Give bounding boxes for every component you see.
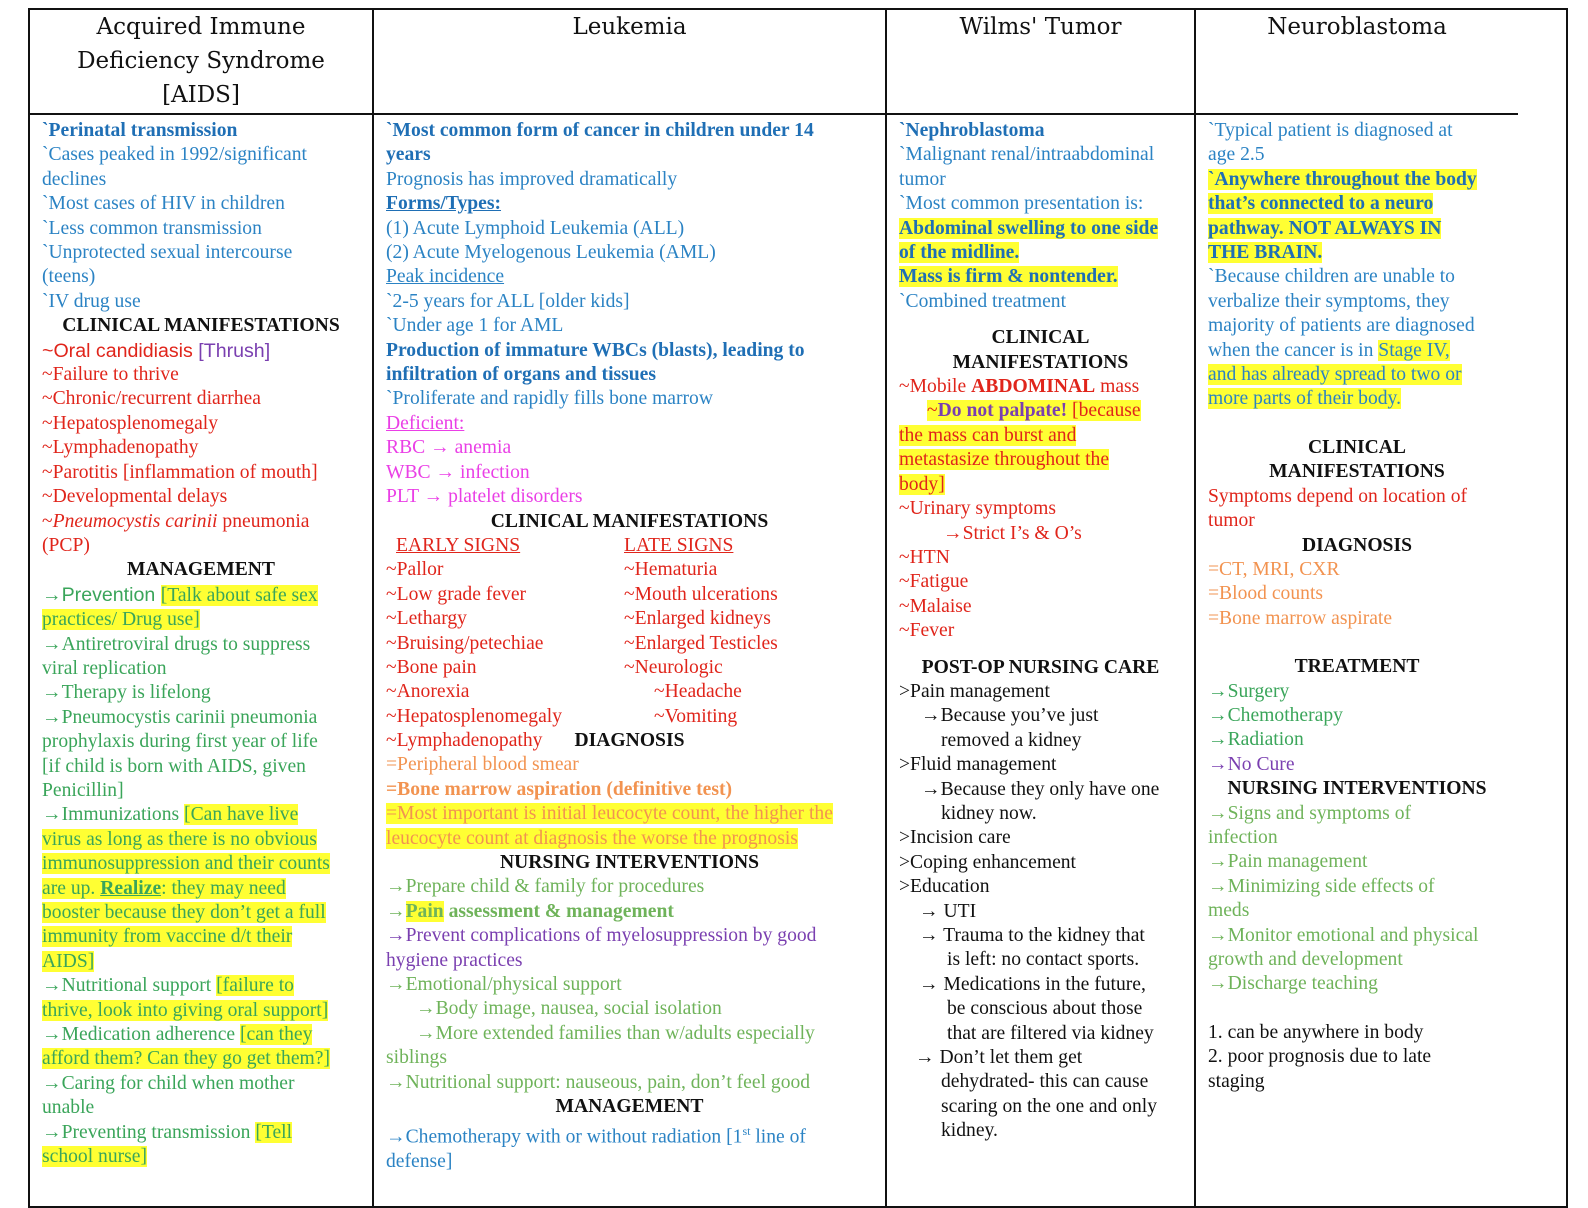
highlighted-text: the mass can burst and xyxy=(899,424,1077,446)
text-line: →Therapy is lifelong xyxy=(42,682,211,704)
spacer xyxy=(1208,997,1506,1021)
text-line: Forms/Types: xyxy=(386,193,502,215)
text-span: →Medication adherence xyxy=(42,1024,241,1046)
text-line: ~Hepatosplenomegaly xyxy=(42,412,219,434)
text-line: removed a kidney xyxy=(941,729,1082,751)
text-line xyxy=(42,608,360,632)
highlighted-text: ~ xyxy=(927,400,938,422)
list-item: ~Lymphadenopathy xyxy=(386,730,543,752)
text-span: mass xyxy=(1095,376,1140,398)
text-line: RBC → anemia xyxy=(386,437,512,459)
text-line: ~Fatigue xyxy=(899,571,969,593)
text-line: ~HTN xyxy=(899,546,950,568)
text-line xyxy=(1208,339,1506,363)
text-line xyxy=(899,473,1182,497)
list-item: ~Lethargy xyxy=(386,608,467,630)
text-span: ~Mobile xyxy=(899,376,972,398)
text-line: 1. can be anywhere in body xyxy=(1208,1021,1424,1043)
text-line: =Blood counts xyxy=(1208,583,1324,605)
list-item: ~Enlarged Testicles xyxy=(624,632,778,654)
text-line: →Radiation xyxy=(1208,729,1304,751)
text-line: →Monitor emotional and physical xyxy=(1208,924,1479,946)
text-line xyxy=(899,424,1182,448)
text-line xyxy=(386,1119,873,1150)
text-line: [if child is born with AIDS, given xyxy=(42,755,306,777)
text-line: age 2.5 xyxy=(1208,144,1265,166)
text-line: (2) Acute Myelogenous Leukemia (AML) xyxy=(386,242,716,264)
text-line: Production of immature WBCs (blasts), leading to xyxy=(386,339,805,361)
text-line: be conscious about those xyxy=(947,998,1143,1020)
text-line: →Surgery xyxy=(1208,680,1290,702)
text-line xyxy=(1208,192,1506,216)
text-line: that are filtered via kidney xyxy=(947,1022,1154,1044)
text-line xyxy=(42,877,360,901)
highlighted-text: thrive, look into giving oral support] xyxy=(42,999,329,1021)
text-line: `2-5 years for ALL [older kids] xyxy=(386,290,630,312)
highlighted-text: immunosuppression and their counts xyxy=(42,853,330,875)
header-neuro-line1: Neuroblastoma xyxy=(1267,14,1447,40)
text-line: `Most common presentation is: xyxy=(899,193,1144,215)
text-line: >Fluid management xyxy=(899,754,1057,776)
text-line: →Discharge teaching xyxy=(1208,973,1378,995)
highlighted-text: AIDS] xyxy=(42,950,95,972)
text-line: →Caring for child when mother xyxy=(42,1072,295,1094)
text-line xyxy=(899,217,1182,241)
text-line: →Strict I’s & O’s xyxy=(943,522,1082,544)
text-line xyxy=(42,510,360,534)
column-neuroblastoma xyxy=(1196,10,1518,1206)
text-line: Deficient: xyxy=(386,412,465,434)
text-line xyxy=(42,950,360,974)
text-line: >Pain management xyxy=(899,680,1050,702)
highlighted-text: THE BRAIN. xyxy=(1208,242,1323,264)
text-line xyxy=(42,1145,360,1169)
subheading-early-signs: EARLY SIGNS xyxy=(396,534,521,556)
text-line xyxy=(899,375,1182,399)
highlighted-text: of the midline. xyxy=(899,242,1020,264)
text-line: tumor xyxy=(1208,510,1255,532)
text-line: staging xyxy=(1208,1070,1265,1092)
section-heading: POST-OP NURSING CARE xyxy=(921,656,1160,678)
text-line: →Because they only have one xyxy=(921,778,1160,800)
text-line: `Under age 1 for AML xyxy=(386,315,564,337)
text-line: →Pain management xyxy=(1208,851,1368,873)
text-span: No Cure xyxy=(1227,753,1295,775)
text-line: verbalize their symptoms, they xyxy=(1208,290,1450,312)
column-wilms xyxy=(887,10,1196,1206)
text-line: `Perinatal transmission xyxy=(42,120,238,141)
text-span: [Thrush] xyxy=(198,339,271,362)
text-line: ~Urinary symptoms xyxy=(899,498,1056,520)
section-heading: CLINICAL MANIFESTATIONS xyxy=(490,510,769,532)
list-item: ~Anorexia xyxy=(386,681,470,703)
header-aids-line3: [AIDS] xyxy=(162,82,240,108)
highlighted-text: virus as long as there is no obvious xyxy=(42,828,317,850)
text-line xyxy=(42,339,360,363)
text-line: prophylaxis during first year of life xyxy=(42,731,318,753)
text-line xyxy=(42,901,360,925)
list-item: ~Headache xyxy=(654,681,742,703)
body-leukemia xyxy=(374,115,885,1175)
text-line xyxy=(42,828,360,852)
text-line xyxy=(42,999,360,1023)
text-span: →Chemotherapy with or without radiation [1 xyxy=(386,1126,743,1148)
text-line xyxy=(899,265,1182,289)
text-line: →Chemotherapy xyxy=(1208,704,1343,726)
highlighted-text: pathway. NOT ALWAYS IN xyxy=(1208,217,1442,239)
section-heading: NURSING INTERVENTIONS xyxy=(1227,778,1487,800)
text-line: `Proliferate and rapidly fills bone marrow xyxy=(386,388,713,410)
text-span: ~ xyxy=(42,510,53,532)
list-item: ~Vomiting xyxy=(654,705,738,727)
list-item: ~Pallor xyxy=(386,559,444,581)
section-heading: CLINICAL xyxy=(1308,436,1406,458)
list-item: ~Bone pain xyxy=(386,656,477,678)
text-line: ~Chronic/recurrent diarrhea xyxy=(42,388,261,410)
highlighted-text: that’s connected to a neuro xyxy=(1208,193,1434,215)
header-neuroblastoma xyxy=(1196,10,1518,115)
text-line: →Because you’ve just xyxy=(921,705,1099,727)
text-span: pneumonia xyxy=(217,510,310,532)
highlighted-text: [failure to xyxy=(216,975,294,997)
text-line xyxy=(1208,241,1506,265)
text-line: ~Malaise xyxy=(899,595,972,617)
comparison-table xyxy=(28,8,1568,1208)
text-line: ~Lymphadenopathy xyxy=(42,437,199,459)
header-wilms-line1: Wilms' Tumor xyxy=(959,14,1122,40)
text-line: ~Fever xyxy=(899,620,955,642)
section-heading: TREATMENT xyxy=(1294,656,1420,678)
header-aids xyxy=(30,10,372,115)
text-line: `Cases peaked in 1992/significant xyxy=(42,144,307,166)
highlighted-text: booster because they don’t get a full xyxy=(42,902,326,923)
text-line: kidney. xyxy=(941,1120,998,1142)
text-line xyxy=(42,803,360,827)
highlighted-text: metastasize throughout the xyxy=(899,449,1110,471)
text-line: 2. poor prognosis due to late xyxy=(1208,1046,1432,1068)
text-span: Pneumocystis carinii xyxy=(52,510,218,532)
text-line xyxy=(899,241,1182,265)
superscript: st xyxy=(742,1124,751,1139)
text-line xyxy=(42,925,360,949)
section-heading: DIAGNOSIS xyxy=(574,729,685,751)
text-line: `Combined treatment xyxy=(899,290,1067,312)
highlighted-text: Pain xyxy=(405,900,444,922)
text-line: `Because children are unable to xyxy=(1208,266,1455,288)
text-line xyxy=(1208,217,1506,241)
text-line: →Signs and symptoms of xyxy=(1208,802,1412,824)
section-heading: NURSING INTERVENTIONS xyxy=(500,851,759,873)
text-line: →Pneumocystis carinii pneumonia xyxy=(42,706,318,728)
highlighted-text: `Anywhere throughout the body xyxy=(1208,168,1477,190)
section-heading: CLINICAL MANIFESTATIONS xyxy=(62,315,340,337)
highlighted-text: and has already spread to two or xyxy=(1208,364,1462,386)
highlighted-text: more parts of their body. xyxy=(1208,388,1401,410)
text-line: Prognosis has improved dramatically xyxy=(386,168,678,190)
column-aids xyxy=(30,10,374,1206)
text-line: scaring on the one and only xyxy=(941,1095,1158,1117)
section-heading: DIAGNOSIS xyxy=(1302,534,1412,556)
spacer xyxy=(899,314,1182,326)
highlighted-text: afford them? Can they go get them?] xyxy=(42,1048,331,1070)
text-line: infection xyxy=(1208,826,1278,848)
section-heading: MANAGEMENT xyxy=(555,1096,704,1117)
text-line: `Most common form of cancer in children under 14 xyxy=(386,120,814,141)
text-line: >Incision care xyxy=(899,827,1011,849)
text-line: → Trauma to the kidney that xyxy=(919,925,1145,946)
highlighted-text: [can they xyxy=(240,1024,313,1046)
early-signs-list xyxy=(386,534,626,754)
text-line: dehydrated- this can cause xyxy=(941,1071,1149,1093)
column-leukemia xyxy=(374,10,887,1206)
text-line: →Nutritional support: nauseous, pain, don’t feel good xyxy=(386,1071,811,1093)
header-aids-line1: Acquired Immune xyxy=(96,14,306,40)
text-line: =Bone marrow aspiration (definitive test) xyxy=(386,778,733,800)
text-line xyxy=(386,802,873,826)
text-line: defense] xyxy=(386,1151,453,1173)
list-item: ~Low grade fever xyxy=(386,583,527,605)
list-item: ~Bruising/petechiae xyxy=(386,632,544,654)
text-line: →Prevent complications of myelosuppression by good xyxy=(386,925,817,947)
text-line: tumor xyxy=(899,168,946,190)
text-line: >Education xyxy=(899,876,990,898)
list-item: ~Mouth ulcerations xyxy=(624,583,778,605)
highlighted-text: are up. xyxy=(42,877,101,899)
text-line: → UTI xyxy=(919,900,977,922)
text-line xyxy=(42,974,360,998)
list-item: ~Neurologic xyxy=(624,656,723,678)
body-neuroblastoma xyxy=(1196,115,1518,1094)
text-line: siblings xyxy=(386,1047,447,1069)
text-line: PLT → platelet disorders xyxy=(386,486,583,508)
text-line: →Emotional/physical support xyxy=(386,973,622,995)
text-line: hygiene practices xyxy=(386,949,523,971)
text-line: (1) Acute Lymphoid Leukemia (ALL) xyxy=(386,217,685,239)
text-span: ~Oral candidiasis xyxy=(42,339,199,362)
text-line: growth and development xyxy=(1208,949,1403,970)
highlighted-text: [Talk about safe sex xyxy=(160,584,318,606)
text-line xyxy=(386,827,873,851)
spacer xyxy=(1208,631,1506,655)
text-line: Penicillin] xyxy=(42,779,124,801)
text-span: →Preventing transmission xyxy=(42,1121,256,1143)
text-line: →Minimizing side effects of xyxy=(1208,875,1435,897)
text-line xyxy=(42,1047,360,1071)
spacer xyxy=(1208,412,1506,436)
text-line: →Body image, nausea, social isolation xyxy=(416,998,722,1020)
text-line xyxy=(899,448,1182,472)
text-line: `Unprotected sexual intercourse xyxy=(42,242,293,264)
section-heading: MANAGEMENT xyxy=(126,559,276,581)
text-line: → Don’t let them get xyxy=(915,1047,1083,1069)
text-line xyxy=(1208,363,1506,387)
text-line: meds xyxy=(1208,900,1250,922)
list-item: ~Hematuria xyxy=(624,559,718,581)
text-span: → xyxy=(386,900,406,922)
highlighted-text: =Most important is initial leucocyte count, the higher the xyxy=(386,803,833,825)
text-line: majority of patients are diagnosed xyxy=(1208,315,1475,337)
spacer xyxy=(899,644,1182,656)
text-line xyxy=(386,900,873,924)
text-line: (PCP) xyxy=(42,534,90,556)
highlighted-text: : they may need xyxy=(161,877,286,899)
text-line: declines xyxy=(42,168,107,190)
text-line: =Peripheral blood smear xyxy=(386,754,579,776)
text-line: →More extended families than w/adults especially xyxy=(416,1022,815,1044)
text-span: →Prevention xyxy=(42,583,161,606)
text-line: `Most cases of HIV in children xyxy=(42,193,285,215)
text-line: `Typical patient is diagnosed at xyxy=(1208,120,1453,141)
text-line: →Prepare child & family for procedures xyxy=(386,876,705,898)
text-line xyxy=(42,1023,360,1047)
text-line xyxy=(42,852,360,876)
text-line: ~Parotitis [inflammation of mouth] xyxy=(42,461,318,483)
text-line xyxy=(899,399,1182,423)
text-span: ABDOMINAL xyxy=(971,376,1096,398)
highlighted-text: [Tell xyxy=(255,1121,293,1143)
text-line: kidney now. xyxy=(941,802,1037,824)
highlighted-text: Do not palpate! xyxy=(937,400,1068,422)
body-aids xyxy=(30,115,372,1169)
text-line xyxy=(1208,387,1506,411)
highlighted-text: school nurse] xyxy=(42,1146,148,1168)
text-line: → Medications in the future, xyxy=(919,973,1146,995)
late-signs-list xyxy=(624,534,864,729)
text-span: when the cancer is in xyxy=(1208,339,1379,361)
text-line: years xyxy=(386,144,431,166)
text-line: =CT, MRI, CXR xyxy=(1208,558,1340,580)
subheading-late-signs: LATE SIGNS xyxy=(624,534,734,556)
text-line: ~Failure to thrive xyxy=(42,364,179,386)
text-line: WBC → infection xyxy=(386,461,530,483)
header-wilms xyxy=(887,10,1194,115)
text-line: infiltration of organs and tissues xyxy=(386,364,656,386)
highlighted-text: Stage IV, xyxy=(1378,339,1450,361)
text-line: (teens) xyxy=(42,266,96,288)
highlighted-text: leucocyte count at diagnosis the worse the prognosis xyxy=(386,827,798,849)
header-aids-line2: Deficiency Syndrome xyxy=(77,48,325,74)
section-heading: CLINICAL xyxy=(991,327,1090,349)
body-wilms xyxy=(887,115,1194,1144)
text-line: ~Developmental delays xyxy=(42,486,228,508)
text-line xyxy=(1208,753,1506,777)
list-item: ~Hepatosplenomegaly xyxy=(386,705,563,727)
text-line: is left: no contact sports. xyxy=(947,949,1140,971)
highlighted-text: [Can have live xyxy=(184,804,299,826)
text-span: assessment & management xyxy=(443,900,674,922)
highlighted-text: immunity from vaccine d/t their xyxy=(42,926,293,948)
text-line: viral replication xyxy=(42,657,167,679)
highlighted-text: body] xyxy=(899,473,945,495)
text-line: `Malignant renal/intraabdominal xyxy=(899,144,1155,166)
text-line xyxy=(42,583,360,608)
text-span: line of xyxy=(750,1126,806,1148)
highlighted-text: [because xyxy=(1067,400,1141,422)
text-line xyxy=(1208,168,1506,192)
text-line: unable xyxy=(42,1097,95,1119)
text-span: →Nutritional support xyxy=(42,975,217,997)
text-line: =Bone marrow aspirate xyxy=(1208,607,1393,629)
text-span: →Immunizations xyxy=(42,804,185,826)
text-line: `Nephroblastoma xyxy=(899,120,1045,141)
text-line: `Less common transmission xyxy=(42,217,262,239)
text-line: >Coping enhancement xyxy=(899,851,1077,873)
highlighted-text: Abdominal swelling to one side xyxy=(899,217,1159,239)
highlighted-text: Realize xyxy=(100,877,162,899)
text-span: → xyxy=(1208,753,1228,775)
highlighted-text: practices/ Drug use] xyxy=(42,609,200,631)
header-leukemia-line1: Leukemia xyxy=(572,14,687,40)
text-line: →Antiretroviral drugs to suppress xyxy=(42,633,311,655)
text-line: `IV drug use xyxy=(42,290,141,312)
text-line: Symptoms depend on location of xyxy=(1208,485,1468,507)
text-line xyxy=(42,1121,360,1145)
text-line: Peak incidence xyxy=(386,266,505,288)
header-leukemia xyxy=(374,10,885,115)
section-heading: MANIFESTATIONS xyxy=(952,351,1129,373)
list-item: ~Enlarged kidneys xyxy=(624,608,771,630)
highlighted-text: Mass is firm & nontender. xyxy=(899,266,1118,288)
section-heading: MANIFESTATIONS xyxy=(1269,461,1445,483)
